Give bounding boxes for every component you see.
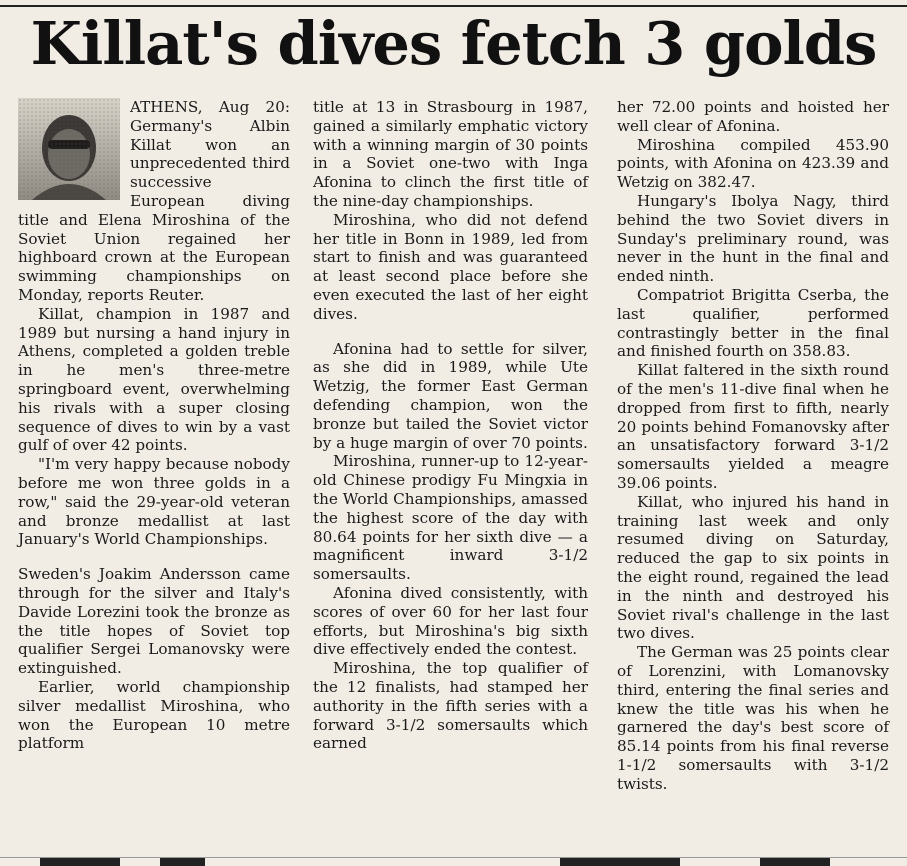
article-column-3 [617, 98, 889, 793]
headline: Killat's dives fetch 3 golds [30, 9, 877, 78]
paragraph: Killat, champion in 1987 and 1989 but nursing a hand injury in Athens, completed a golden treble in he men's three-metre springboard event, overwhelming his rivals with a super closing sequence of dives to win by a vast gulf of over 42 points. [18, 304, 290, 455]
paragraph: "I'm very happy because nobody before me won three golds in a row," said the 29-year-old veteran and bronze medallist at last January's World Championships. [18, 455, 290, 549]
article-column-1 [18, 98, 290, 753]
article-column-2 [313, 98, 588, 753]
paragraph: Earlier, world championship silver medallist Miroshina, who won the European 10 metre platform [18, 677, 290, 753]
paragraph: Afonina had to settle for silver, as she did in 1989, while Ute Wetzig, the former East German defending champion, won the bronze but tailed the Soviet victor by a huge margin of over 70 points. [313, 339, 588, 452]
paragraph: Killat, who injured his hand in training last week and only resumed diving on Saturday, reduced the gap to six points in the eight round, regained the lead in the ninth and destroyed his Soviet rival's challenge in the last two dives. [617, 492, 889, 643]
paragraph: The German was 25 points clear of Lorenzini, with Lomanovsky third, entering the final series and knew the title was his when he garnered the day's best score of 85.14 points from his final reverse 1-1/2 somersaults with 3-1/2 twists. [617, 643, 889, 793]
paragraph: ATHENS, Aug 20: Germany's Albin Killat won an unprecedented third successive European diving title and Elena Miroshina of the Soviet Union regained her highboard crown at the European swimming championships on Monday, reports Reuter. [18, 98, 290, 304]
next-article-headline-fragment [0, 852, 907, 866]
paragraph: Compatriot Brigitta Cserba, the last qualifier, performed contrastingly better in the final and finished fourth on 358.83. [617, 285, 889, 361]
paragraph: Miroshina compiled 453.90 points, with Afonina on 423.39 and Wetzig on 382.47. [617, 135, 889, 192]
paragraph: Miroshina, runner-up to 12-year-old Chinese prodigy Fu Mingxia in the World Championships, amassed the highest score of the day with 80.64 points for her sixth dive — a magnificent inward 3-1/2 somersaults. [313, 452, 588, 584]
diver-portrait-photo [18, 98, 120, 200]
paragraph: Hungary's Ibolya Nagy, third behind the two Soviet divers in Sunday's preliminary round, was never in the hunt in the final and ended ninth. [617, 191, 889, 286]
paragraph: Miroshina, who did not defend her title in Bonn in 1989, led from start to finish and was guaranteed at least second place before she even executed the last of her eight dives. [313, 210, 588, 323]
paragraph: Killat faltered in the sixth round of the men's 11-dive final when he dropped from first to fifth, nearly 20 points behind Fomanovsky after an unsatisfactory forward 3-1/2 somersaults yielded a meagre 39.06 points. [617, 361, 889, 492]
paragraph: her 72.00 points and hoisted her well clear of Afonina. [617, 98, 889, 135]
paragraph: Sweden's Joakim Andersson came through for the silver and Italy's Davide Lorezini took the bronze as the title hopes of Soviet top qualifier Sergei Lomanovsky were extinguished. [18, 565, 290, 678]
paragraph: Afonina dived consistently, with scores of over 60 for her last four efforts, but Miroshina's big sixth dive effectively ended the contest. [313, 583, 588, 659]
paragraph: title at 13 in Strasbourg in 1987, gained a similarly emphatic victory with a winning margin of 30 points in a Soviet one-two with Inga Afonina to clinch the first title of the nine-day championships. [313, 98, 588, 210]
paragraph: Miroshina, the top qualifier of the 12 finalists, had stamped her authority in the fifth series with a forward 3-1/2 somersaults which earned [313, 659, 588, 753]
